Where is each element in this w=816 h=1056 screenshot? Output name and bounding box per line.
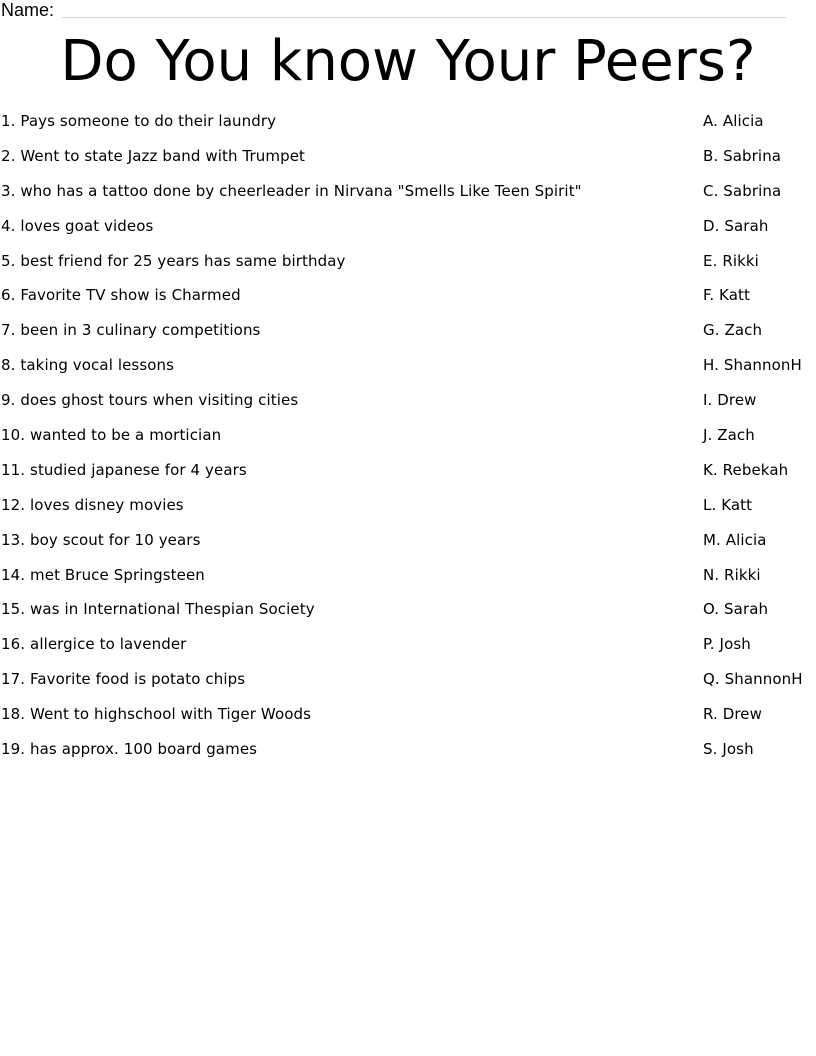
clue-text: 1. Pays someone to do their laundry — [1, 112, 277, 130]
matching-row — [0, 320, 816, 355]
answer-choice: O. Sarah — [703, 600, 769, 619]
name-label: Name: — [1, 0, 55, 20]
name-write-line — [62, 17, 786, 18]
clue-text: 7. been in 3 culinary competitions — [1, 321, 261, 340]
clue-text: 11. studied japanese for 4 years — [1, 460, 247, 479]
matching-row — [0, 669, 816, 704]
name-field-row — [0, 0, 790, 22]
answer-choice: M. Alicia — [703, 530, 767, 549]
matching-row — [0, 425, 816, 460]
worksheet-title: Do You know Your Peers? — [60, 29, 756, 94]
clue-text: 6. Favorite TV show is Charmed — [1, 286, 241, 305]
matching-row — [0, 146, 816, 181]
matching-row — [0, 181, 816, 216]
answer-choice: G. Zach — [703, 321, 763, 340]
answer-choice: N. Rikki — [703, 565, 761, 584]
answer-choice: K. Rebekah — [703, 460, 789, 479]
clue-text: 16. allergice to lavender — [1, 635, 187, 654]
matching-row — [0, 216, 816, 251]
clue-text: 17. Favorite food is potato chips — [1, 670, 246, 689]
matching-list — [0, 111, 816, 774]
matching-row — [0, 285, 816, 320]
clue-text: 8. taking vocal lessons — [1, 356, 175, 375]
matching-row — [0, 460, 816, 495]
answer-choice: C. Sabrina — [703, 181, 782, 200]
answer-choice: F. Katt — [703, 286, 750, 305]
matching-row — [0, 565, 816, 600]
clue-text: 3. who has a tattoo done by cheerleader in Nirvana "Smells Like Teen Spirit" — [1, 181, 582, 200]
clue-text: 9. does ghost tours when visiting cities — [1, 391, 299, 410]
answer-choice: I. Drew — [703, 391, 757, 410]
matching-row — [0, 634, 816, 669]
matching-row — [0, 704, 816, 739]
clue-text: 10. wanted to be a mortician — [1, 426, 222, 445]
clue-text: 5. best friend for 25 years has same birthday — [1, 251, 346, 270]
matching-row — [0, 111, 816, 146]
answer-choice: R. Drew — [703, 705, 763, 724]
matching-row — [0, 390, 816, 425]
clue-text: 12. loves disney movies — [1, 495, 184, 514]
clue-text: 18. Went to highschool with Tiger Woods — [1, 705, 312, 724]
answer-choice: P. Josh — [703, 635, 751, 654]
matching-row — [0, 530, 816, 565]
clue-text: 2. Went to state Jazz band with Trumpet — [1, 146, 306, 165]
answer-choice: A. Alicia — [703, 112, 764, 130]
clue-text: 14. met Bruce Springsteen — [1, 565, 205, 584]
answer-choice: Q. ShannonH — [703, 670, 803, 689]
clue-text: 4. loves goat videos — [1, 216, 154, 235]
matching-row — [0, 495, 816, 530]
answer-choice: H. ShannonH — [703, 356, 802, 375]
matching-row — [0, 599, 816, 634]
clue-text: 13. boy scout for 10 years — [1, 530, 201, 549]
answer-choice: E. Rikki — [703, 251, 759, 270]
matching-row — [0, 739, 816, 774]
matching-row — [0, 355, 816, 390]
answer-choice: S. Josh — [703, 740, 754, 759]
answer-choice: J. Zach — [703, 426, 755, 445]
answer-choice: D. Sarah — [703, 216, 769, 235]
clue-text: 19. has approx. 100 board games — [1, 740, 258, 759]
answer-choice: B. Sabrina — [703, 146, 782, 165]
answer-choice: L. Katt — [703, 495, 753, 514]
clue-text: 15. was in International Thespian Society — [1, 600, 315, 619]
matching-row — [0, 251, 816, 286]
